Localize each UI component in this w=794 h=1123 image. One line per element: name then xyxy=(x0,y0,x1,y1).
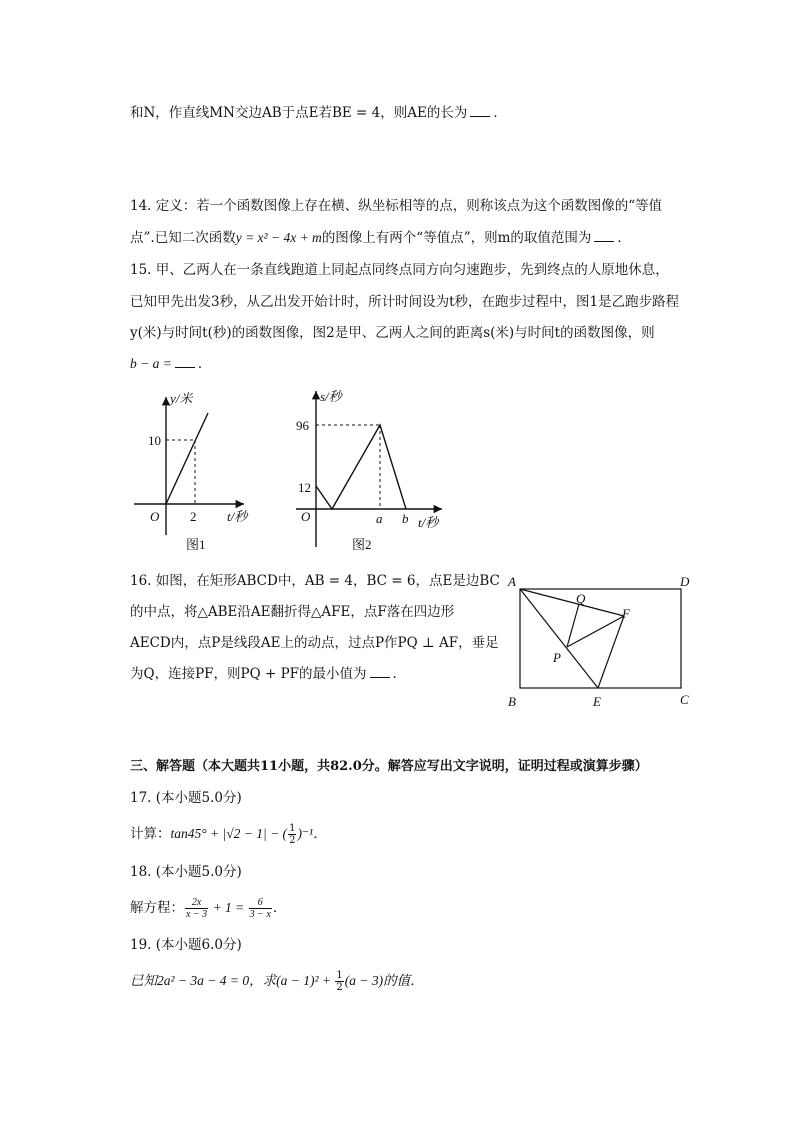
section-3-heading: 三、解答题（本大题共11小题，共82.0分。解答应写出文字说明，证明过程或演算步骤） xyxy=(130,759,648,774)
q18-mid: + 1 = xyxy=(209,900,248,915)
q17-expr-a: tan45° + |√2 − 1| − ( xyxy=(170,826,288,841)
q13-text xyxy=(130,104,507,122)
q14-text-a: 点”.已知二次函数 xyxy=(130,230,236,246)
q18-f1-num: 2x xyxy=(185,897,208,909)
answer-blank xyxy=(594,229,614,242)
q15-formula: b − a = xyxy=(130,356,172,371)
q16-line3: AECD内，点P是线段AE上的动点，过点P作PQ ⊥ AF，垂足 xyxy=(130,635,499,651)
q19-text-b: (a − 3)的值． xyxy=(344,973,424,988)
q18-fraction-1 xyxy=(185,897,208,920)
answer-blank xyxy=(175,355,195,368)
fig2-ylabel: s/秒 xyxy=(320,389,342,404)
q19-head: 19. (本小题6.0分) xyxy=(130,937,242,953)
q18-f1-den: x − 3 xyxy=(186,909,208,920)
fig3-line-PQ xyxy=(567,604,579,647)
q19-frac-num: 1 xyxy=(336,970,343,981)
fig1-ylabel: y/米 xyxy=(170,391,193,406)
q18-prefix: 解方程： xyxy=(130,900,184,916)
fig2-xtick-a: a xyxy=(376,511,383,526)
answer-blank xyxy=(370,665,390,678)
figure-2 xyxy=(290,385,460,555)
fig3-label-Q: Q xyxy=(576,591,586,606)
q16-line1: 16. 如图，在矩形ABCD中，AB = 4，BC = 6，点E是边BC xyxy=(130,573,500,589)
q19-text-a: 已知2a² − 3a − 4 = 0，求(a − 1)² + xyxy=(130,973,335,988)
q15-line2: 已知甲先出发3秒，从乙出发开始计时，所计时间设为t秒，在跑步过程中，图1是乙跑步路程 xyxy=(130,294,680,310)
q13-end: ． xyxy=(493,105,507,121)
fig1-graph-line xyxy=(166,413,208,504)
q16-line2: 的中点，将△ABE沿AE翻折得△AFE，点F落在四边形 xyxy=(130,604,455,620)
fig1-ytick: 10 xyxy=(148,433,161,448)
q18-end: ． xyxy=(272,900,287,916)
fig2-xlabel: t/秒 xyxy=(418,515,439,530)
q18-expr xyxy=(130,897,286,920)
fig2-xtick-b: b xyxy=(402,511,409,526)
fig1-xtick: 2 xyxy=(190,509,197,524)
q16-end: ． xyxy=(392,666,407,682)
fig3-label-A: A xyxy=(508,574,516,589)
fig3-label-C: C xyxy=(680,692,689,707)
figure-3 xyxy=(500,570,700,715)
q18-f2-num: 6 xyxy=(249,897,272,909)
q18-head: 18. (本小题5.0分) xyxy=(130,864,242,880)
q19-expr xyxy=(130,970,424,993)
fig3-label-E: E xyxy=(593,694,601,709)
q17-fraction xyxy=(288,823,296,846)
q17-expr xyxy=(130,823,327,846)
fig2-caption: 图2 xyxy=(352,537,372,552)
q17-head: 17. (本小题5.0分) xyxy=(130,790,242,806)
q18-f2-den: 3 − x xyxy=(249,909,271,920)
q16-line4 xyxy=(130,665,406,683)
fig3-line-AF xyxy=(520,589,624,616)
q19-frac-den: 2 xyxy=(336,982,343,993)
q15-line3: y(米)与时间t(秒)的函数图像，图2是甲、乙两人之间的距离s(米)与时间t的函数图像，则 xyxy=(130,325,655,341)
q17-frac-den: 2 xyxy=(289,835,296,846)
fig2-origin: O xyxy=(301,509,311,524)
q14-line2 xyxy=(130,229,631,247)
fig3-label-D: D xyxy=(680,574,690,589)
q16-text: 为Q，连接PF，则PQ + PF的最小值为 xyxy=(130,666,367,682)
q15-end: ． xyxy=(197,356,212,372)
q14-line1: 14. 定义：若一个函数图像上存在横、纵坐标相等的点，则称该点为这个函数图像的“等值 xyxy=(130,198,663,214)
q18-fraction-2 xyxy=(249,897,272,920)
fig3-line-AE xyxy=(520,589,598,688)
fig3-label-F: F xyxy=(622,606,630,621)
fig1-origin: O xyxy=(150,509,160,524)
q19-fraction xyxy=(335,970,343,993)
fig3-line-FE xyxy=(598,616,624,688)
fig1-caption: 图1 xyxy=(186,537,206,552)
q13-statement: 和N，作直线MN交边AB于点E若BE = 4，则AE的长为 xyxy=(130,105,468,121)
q17-frac-num: 1 xyxy=(289,823,296,834)
q17-expr-b: )⁻¹． xyxy=(297,826,327,841)
q17-prefix: 计算： xyxy=(130,826,171,842)
fig3-label-B: B xyxy=(508,694,516,709)
fig3-line-PF xyxy=(567,616,624,647)
fig2-graph-line xyxy=(316,425,406,509)
q14-end: ． xyxy=(617,230,631,246)
fig1-xlabel: t/秒 xyxy=(227,509,248,524)
fig3-label-P: P xyxy=(553,650,561,665)
fig3-rectangle xyxy=(520,589,681,688)
q14-formula: y = x² − 4x + m xyxy=(235,230,322,245)
q14-text-b: 的图像上有两个“等值点”，则m的取值范围为 xyxy=(321,230,592,246)
q15-line1: 15. 甲、乙两人在一条直线跑道上同起点同终点同方向匀速跑步，先到终点的人原地休息， xyxy=(130,262,669,278)
fig2-ytick-high: 96 xyxy=(296,418,309,433)
figure-1 xyxy=(120,385,260,555)
q15-line4 xyxy=(130,355,211,373)
answer-blank xyxy=(470,104,490,117)
fig2-ytick-low: 12 xyxy=(298,480,311,495)
